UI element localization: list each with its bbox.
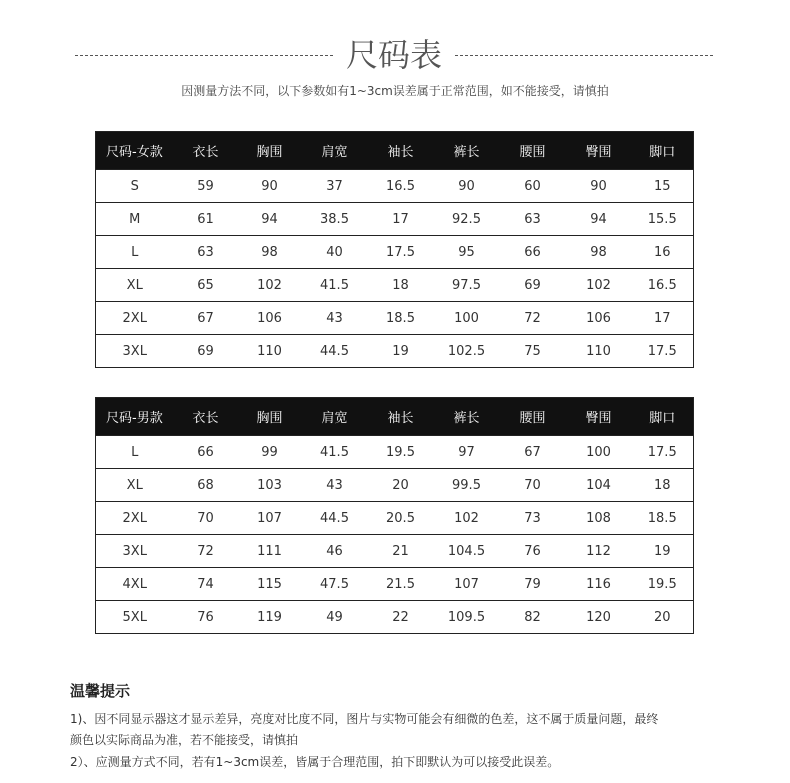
men-table-body	[96, 436, 694, 634]
measurement-cell: 112	[566, 535, 632, 568]
header-cell: 胸围	[238, 398, 302, 436]
table-row	[96, 203, 694, 236]
measurement-cell: 104.5	[434, 535, 500, 568]
size-cell: L	[96, 436, 174, 469]
measurement-cell: 79	[500, 568, 566, 601]
measurement-cell: 99.5	[434, 469, 500, 502]
measurement-cell: 106	[566, 302, 632, 335]
measurement-cell: 106	[238, 302, 302, 335]
header-cell: 袖长	[368, 132, 434, 170]
measurement-cell: 18.5	[368, 302, 434, 335]
table-row	[96, 502, 694, 535]
measurement-cell: 120	[566, 601, 632, 634]
tip-line: 颜色以实际商品为准，若不能接受，请慎拍	[70, 733, 299, 747]
measurement-cell: 44.5	[302, 502, 368, 535]
size-cell: XL	[96, 469, 174, 502]
measurement-cell: 16.5	[368, 170, 434, 203]
measurement-cell: 70	[174, 502, 238, 535]
measurement-cell: 103	[238, 469, 302, 502]
measurement-cell: 72	[500, 302, 566, 335]
tip-line: 1)、因不同显示器这才显示差异，亮度对比度不同，图片与实物可能会有细微的色差，这不属于质量问题，最终	[70, 712, 659, 726]
measurement-cell: 108	[566, 502, 632, 535]
header-cell: 腰围	[500, 132, 566, 170]
page-title: 尺码表	[345, 36, 442, 74]
measurement-cell: 94	[238, 203, 302, 236]
measurement-cell: 95	[434, 236, 500, 269]
measurement-cell: 75	[500, 335, 566, 368]
measurement-cell: 100	[434, 302, 500, 335]
measurement-cell: 15.5	[632, 203, 694, 236]
measurement-cell: 111	[238, 535, 302, 568]
size-cell: 4XL	[96, 568, 174, 601]
measurement-cell: 92.5	[434, 203, 500, 236]
header-cell: 裤长	[434, 398, 500, 436]
measurement-cell: 104	[566, 469, 632, 502]
measurement-cell: 61	[174, 203, 238, 236]
tips-heading: 温馨提示	[70, 682, 131, 700]
measurement-cell: 17	[632, 302, 694, 335]
measurement-cell: 38.5	[302, 203, 368, 236]
table-row	[96, 568, 694, 601]
men-size-table	[95, 397, 694, 634]
measurement-cell: 109.5	[434, 601, 500, 634]
measurement-cell: 119	[238, 601, 302, 634]
table-row	[96, 535, 694, 568]
table-row	[96, 302, 694, 335]
size-cell: 3XL	[96, 335, 174, 368]
measurement-cell: 100	[566, 436, 632, 469]
measurement-cell: 40	[302, 236, 368, 269]
measurement-cell: 90	[566, 170, 632, 203]
measurement-cell: 19.5	[632, 568, 694, 601]
header-cell: 袖长	[368, 398, 434, 436]
size-cell: S	[96, 170, 174, 203]
measurement-cell: 41.5	[302, 269, 368, 302]
measurement-cell: 107	[434, 568, 500, 601]
measurement-cell: 49	[302, 601, 368, 634]
measurement-cell: 102	[434, 502, 500, 535]
size-cell: 5XL	[96, 601, 174, 634]
measurement-cell: 69	[500, 269, 566, 302]
measurement-cell: 19.5	[368, 436, 434, 469]
measurement-cell: 43	[302, 469, 368, 502]
header-cell: 衣长	[174, 132, 238, 170]
header-cell: 臀围	[566, 132, 632, 170]
measurement-cell: 18	[368, 269, 434, 302]
measurement-cell: 76	[174, 601, 238, 634]
measurement-cell: 63	[174, 236, 238, 269]
measurement-cell: 18	[632, 469, 694, 502]
measurement-cell: 110	[566, 335, 632, 368]
header-cell: 尺码-男款	[96, 398, 174, 436]
measurement-cell: 17.5	[632, 335, 694, 368]
page-subtitle: 因测量方法不同，以下参数如有1~3cm误差属于正常范围，如不能接受，请慎拍	[181, 84, 609, 98]
measurement-cell: 19	[368, 335, 434, 368]
title-divider-right	[455, 55, 713, 56]
women-size-table	[95, 131, 694, 368]
header-cell: 肩宽	[302, 132, 368, 170]
measurement-cell: 76	[500, 535, 566, 568]
measurement-cell: 74	[174, 568, 238, 601]
table-header-row	[96, 398, 694, 436]
table-row	[96, 236, 694, 269]
measurement-cell: 69	[174, 335, 238, 368]
measurement-cell: 72	[174, 535, 238, 568]
measurement-cell: 102	[566, 269, 632, 302]
table-row	[96, 436, 694, 469]
measurement-cell: 17.5	[632, 436, 694, 469]
measurement-cell: 21.5	[368, 568, 434, 601]
measurement-cell: 116	[566, 568, 632, 601]
size-cell: L	[96, 236, 174, 269]
measurement-cell: 43	[302, 302, 368, 335]
header-cell: 脚口	[632, 132, 694, 170]
table-row	[96, 335, 694, 368]
measurement-cell: 98	[238, 236, 302, 269]
measurement-cell: 99	[238, 436, 302, 469]
measurement-cell: 46	[302, 535, 368, 568]
measurement-cell: 17.5	[368, 236, 434, 269]
measurement-cell: 20.5	[368, 502, 434, 535]
size-cell: 2XL	[96, 302, 174, 335]
table-row	[96, 170, 694, 203]
measurement-cell: 66	[500, 236, 566, 269]
measurement-cell: 67	[174, 302, 238, 335]
measurement-cell: 20	[632, 601, 694, 634]
measurement-cell: 37	[302, 170, 368, 203]
measurement-cell: 19	[632, 535, 694, 568]
measurement-cell: 90	[434, 170, 500, 203]
measurement-cell: 97.5	[434, 269, 500, 302]
measurement-cell: 94	[566, 203, 632, 236]
measurement-cell: 16.5	[632, 269, 694, 302]
header-cell: 尺码-女款	[96, 132, 174, 170]
women-table-body	[96, 170, 694, 368]
measurement-cell: 18.5	[632, 502, 694, 535]
table-header-row	[96, 132, 694, 170]
tip-line: 2）、应测量方式不同，若有1~3cm误差，皆属于合理范围，拍下即默认为可以接受此误差。	[70, 755, 560, 769]
size-cell: 3XL	[96, 535, 174, 568]
measurement-cell: 20	[368, 469, 434, 502]
measurement-cell: 44.5	[302, 335, 368, 368]
measurement-cell: 70	[500, 469, 566, 502]
header-cell: 臀围	[566, 398, 632, 436]
measurement-cell: 82	[500, 601, 566, 634]
header-cell: 胸围	[238, 132, 302, 170]
header-cell: 腰围	[500, 398, 566, 436]
measurement-cell: 73	[500, 502, 566, 535]
measurement-cell: 66	[174, 436, 238, 469]
measurement-cell: 22	[368, 601, 434, 634]
table-row	[96, 601, 694, 634]
table-row	[96, 469, 694, 502]
measurement-cell: 97	[434, 436, 500, 469]
measurement-cell: 67	[500, 436, 566, 469]
measurement-cell: 17	[368, 203, 434, 236]
title-row	[0, 30, 790, 80]
measurement-cell: 115	[238, 568, 302, 601]
measurement-cell: 15	[632, 170, 694, 203]
measurement-cell: 65	[174, 269, 238, 302]
size-cell: 2XL	[96, 502, 174, 535]
header-cell: 肩宽	[302, 398, 368, 436]
measurement-cell: 107	[238, 502, 302, 535]
measurement-cell: 63	[500, 203, 566, 236]
header-cell: 脚口	[632, 398, 694, 436]
measurement-cell: 68	[174, 469, 238, 502]
measurement-cell: 90	[238, 170, 302, 203]
measurement-cell: 102.5	[434, 335, 500, 368]
measurement-cell: 110	[238, 335, 302, 368]
measurement-cell: 47.5	[302, 568, 368, 601]
title-divider-left	[75, 55, 333, 56]
measurement-cell: 59	[174, 170, 238, 203]
measurement-cell: 60	[500, 170, 566, 203]
measurement-cell: 102	[238, 269, 302, 302]
measurement-cell: 16	[632, 236, 694, 269]
size-cell: XL	[96, 269, 174, 302]
header-cell: 衣长	[174, 398, 238, 436]
measurement-cell: 98	[566, 236, 632, 269]
measurement-cell: 41.5	[302, 436, 368, 469]
table-row	[96, 269, 694, 302]
measurement-cell: 21	[368, 535, 434, 568]
size-cell: M	[96, 203, 174, 236]
header-cell: 裤长	[434, 132, 500, 170]
